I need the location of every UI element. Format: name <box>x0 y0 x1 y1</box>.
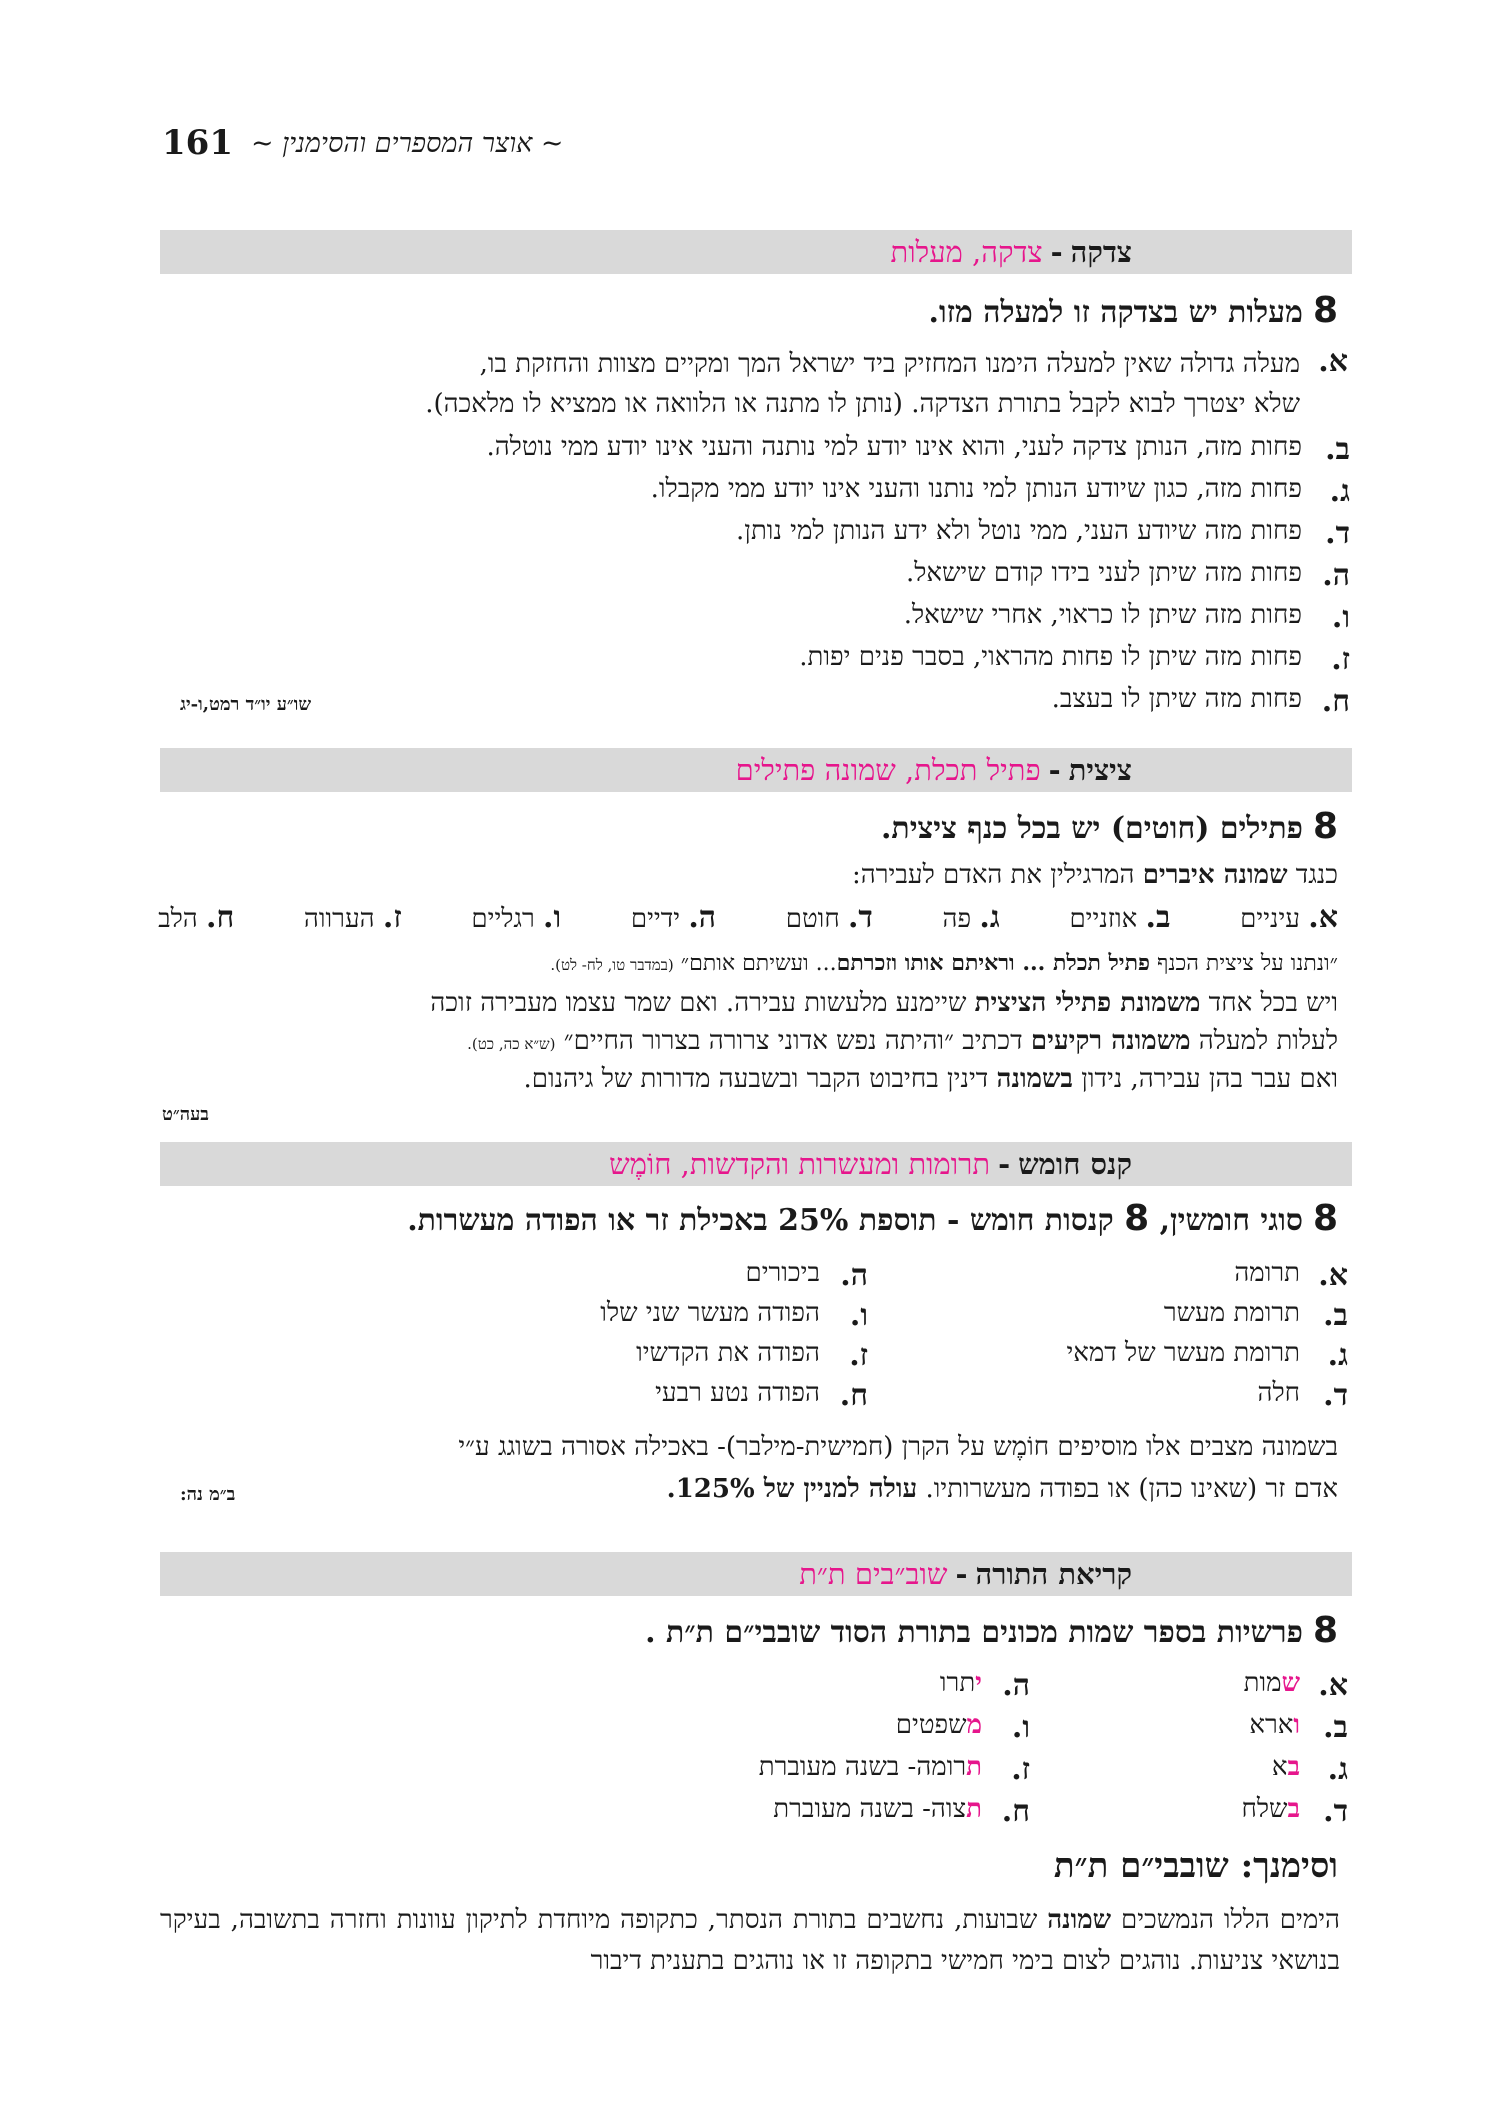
parasha-item: ח. ת צוה - בשנה מעוברת <box>773 1794 1030 1829</box>
organ-item: ו. רגליים <box>471 900 562 935</box>
verse-line: ״ונתנו על ציצית הכנף פתיל תכלת ... וראיתם אותו וזכרתם... ועשיתם אותם״ (במדבר טו, לח- לט). <box>550 950 1338 976</box>
number-eight: 8 <box>1312 1198 1338 1239</box>
section-dash: - <box>998 1147 1011 1181</box>
section-subtitle: תרומות ומעשרות והקדשות, חוֹמֶש <box>609 1146 991 1181</box>
parasha-item: ז. ת רומה - בשנה מעוברת <box>758 1752 1030 1787</box>
number-eight: 8 <box>1312 290 1338 331</box>
item-text: פחות מזה שיתן לו כראוי, אחרי שישאל. <box>903 600 1302 630</box>
heading-text: מעלות יש בצדקה זו למעלה מזו. <box>928 295 1303 330</box>
organ-item: ג. פה <box>942 900 1000 935</box>
section-subtitle: צדקה, מעלות <box>890 234 1043 269</box>
organ-item: א. עיניים <box>1240 900 1338 935</box>
list-item: ח. הפודה נטע רבעי <box>655 1378 868 1413</box>
number-eight: 8 <box>1312 806 1338 847</box>
section-bar-tzedakah <box>160 230 1352 274</box>
running-title: ~ אוצר המספרים והסימנין ~ <box>250 127 564 159</box>
list-item: ו. הפודה מעשר שני שלו <box>600 1298 868 1333</box>
citation: בעה״ט <box>162 1104 209 1125</box>
section-heading: 8סוגי חומשין, 8 קנסות חומש - תוספת 25% באכילת זר או הפודה מעשרות. <box>407 1198 1338 1239</box>
section-topic: ציצית <box>1068 752 1132 787</box>
siman-title: וסימנך: שובבי״ם ת״ת <box>1053 1846 1338 1886</box>
citation: שו״ע יו״ד רמט,ו-יג <box>180 694 312 715</box>
section-topic: קנס חומש <box>1018 1146 1132 1181</box>
item-text: שלא יצטרך לבוא לקבל בתורת הצדקה. (נותן לו מתנה או הלוואה או ממציא לו מלאכה). <box>425 389 1300 419</box>
section-topic: צדקה <box>1070 234 1132 269</box>
list-item <box>651 474 1350 509</box>
list-item <box>906 558 1350 593</box>
section-topic: קריאת התורה <box>975 1556 1132 1591</box>
intro-line: כנגד שמונה איברים המרגילין את האדם לעבירה: <box>852 860 1338 890</box>
section-heading <box>881 806 1338 847</box>
parasha-item: ד. ב שלח <box>1241 1794 1348 1829</box>
item-letter: ג. <box>1329 474 1350 509</box>
organs-list <box>158 900 1338 935</box>
parasha-item: ו. מ שפטים <box>895 1710 1030 1745</box>
item-text: פחות מזה, כגון שיודע הנותן למי נותנו והעני אינו יודע ממי מקבלו. <box>650 474 1302 504</box>
tzitzit-para-line: ואם עבר בהן עבירה, נידון בשמונה דינין בחיבוט הקבר ובשבעה מדורות של גיהנום. <box>523 1064 1338 1094</box>
heading-text: פתילים (חוטים) יש בכל כנף ציצית. <box>880 811 1303 846</box>
item-text: פחות מזה שיתן לו בעצב. <box>1051 684 1302 714</box>
list-item: ג. תרומת מעשר של דמאי <box>1066 1338 1348 1373</box>
heading-text: פרשיות בספר שמות מכונים בתורת הסוד שובבי״ם ת״ת . <box>645 1615 1303 1650</box>
item-letter: ב. <box>1325 432 1350 467</box>
section-dash: - <box>955 1557 968 1591</box>
chomesh-para-line: בשמונה מצבים אלו מוסיפים חוֹמֶש על הקרן (חמישית-מילבר)- באכילה אסורה בשוגג ע״י <box>458 1432 1338 1462</box>
parasha-item: א. ש מות <box>1243 1668 1348 1703</box>
section-bar-tzitzit <box>160 748 1352 792</box>
list-item <box>1052 684 1350 719</box>
item-text: מעלה גדולה שאין למעלה הימנו המחזיק ביד ישראל המך ומקיים מצוות והחזקת בו, <box>479 349 1300 379</box>
item-text: פחות מזה שיתן לו פחות מהראוי, בסבר פנים יפות. <box>799 642 1302 672</box>
item-text: פחות מזה שיודע העני, ממי נוטל ולא ידע הנותן למי נותן. <box>736 516 1302 546</box>
list-item: ה. ביכורים <box>745 1258 868 1293</box>
item-text: פחות מזה, הנותן צדקה לעני, והוא אינו יודע למי נותנה והעני אינו יודע ממי נוטלה. <box>486 432 1302 462</box>
organ-item: ז. הערווה <box>303 900 402 935</box>
parasha-item: ב. ו ארא <box>1249 1710 1348 1745</box>
tzitzit-para-line: ויש בכל אחד משמונת פתילי הציצית שיימנע מלעשות עבירה. ואם שמר עצמו מעבירה זוכה <box>430 988 1338 1018</box>
list-item <box>736 516 1350 551</box>
item-text: פחות מזה שיתן לעני בידו קודם שישאל. <box>905 558 1302 588</box>
parasha-item: ג. ב א <box>1271 1752 1348 1787</box>
item-letter: ח. <box>1321 684 1350 719</box>
organ-item: ח. הלב <box>158 900 235 935</box>
section-heading <box>929 290 1338 331</box>
item-letter: ה. <box>1322 558 1350 593</box>
section-dash: - <box>1050 235 1063 269</box>
section-bar-kriat <box>160 1552 1352 1596</box>
running-head <box>162 118 622 168</box>
list-item <box>148 344 1348 424</box>
parasha-item: ה. י תרו <box>939 1668 1030 1703</box>
chomesh-para-line: אדם זר (שאינו כהן) או בפודה מעשרותיו. עולה למניין של 125%. <box>666 1474 1338 1504</box>
list-item <box>904 600 1350 635</box>
number-eight: 8 <box>1312 1610 1338 1651</box>
item-letter: ד. <box>1325 516 1350 551</box>
tzitzit-para-line: לעלות למעלה משמונה רקיעים דכתיב ״והיתה נפש אדוני צרורה בצרור החיים״ (ש״א כה, כט). <box>467 1026 1338 1056</box>
citation: ב״מ נה: <box>180 1484 236 1505</box>
organ-item: ב. אוזניים <box>1069 900 1171 935</box>
list-item: ז. הפודה את הקדשיו <box>636 1338 868 1373</box>
organ-item: ה. ידיים <box>630 900 717 935</box>
section-bar-chomesh <box>160 1142 1352 1186</box>
organ-item: ד. חוטם <box>785 900 873 935</box>
list-item <box>486 432 1350 467</box>
list-item: ב. תרומת מעשר <box>1163 1298 1348 1333</box>
page-number: 161 <box>162 123 233 163</box>
section-dash: - <box>1048 753 1061 787</box>
item-letter: א. <box>1318 344 1348 379</box>
list-item <box>799 642 1350 677</box>
section-subtitle: פתיל תכלת, שמונה פתילים <box>735 752 1041 787</box>
list-item: א. תרומה <box>1234 1258 1348 1293</box>
list-item: ד. חלה <box>1257 1378 1348 1413</box>
item-letter: ו. <box>1331 600 1350 635</box>
closing-paragraph: הימים הללו הנמשכים שמונה שבועות, נחשבים בתורת הנסתר, כתקופה מיוחדת לתיקון עוונות וחזרה בתשובה, בעיקר בנושאי צניעות. נוהגים לצום בימי חמישי בתקופה זו או נוהגים בתענית דיבור <box>160 1905 1340 1976</box>
item-letter: ז. <box>1331 642 1350 677</box>
section-heading <box>645 1610 1338 1651</box>
section-subtitle: שוב״בים ת״ת <box>799 1556 948 1591</box>
